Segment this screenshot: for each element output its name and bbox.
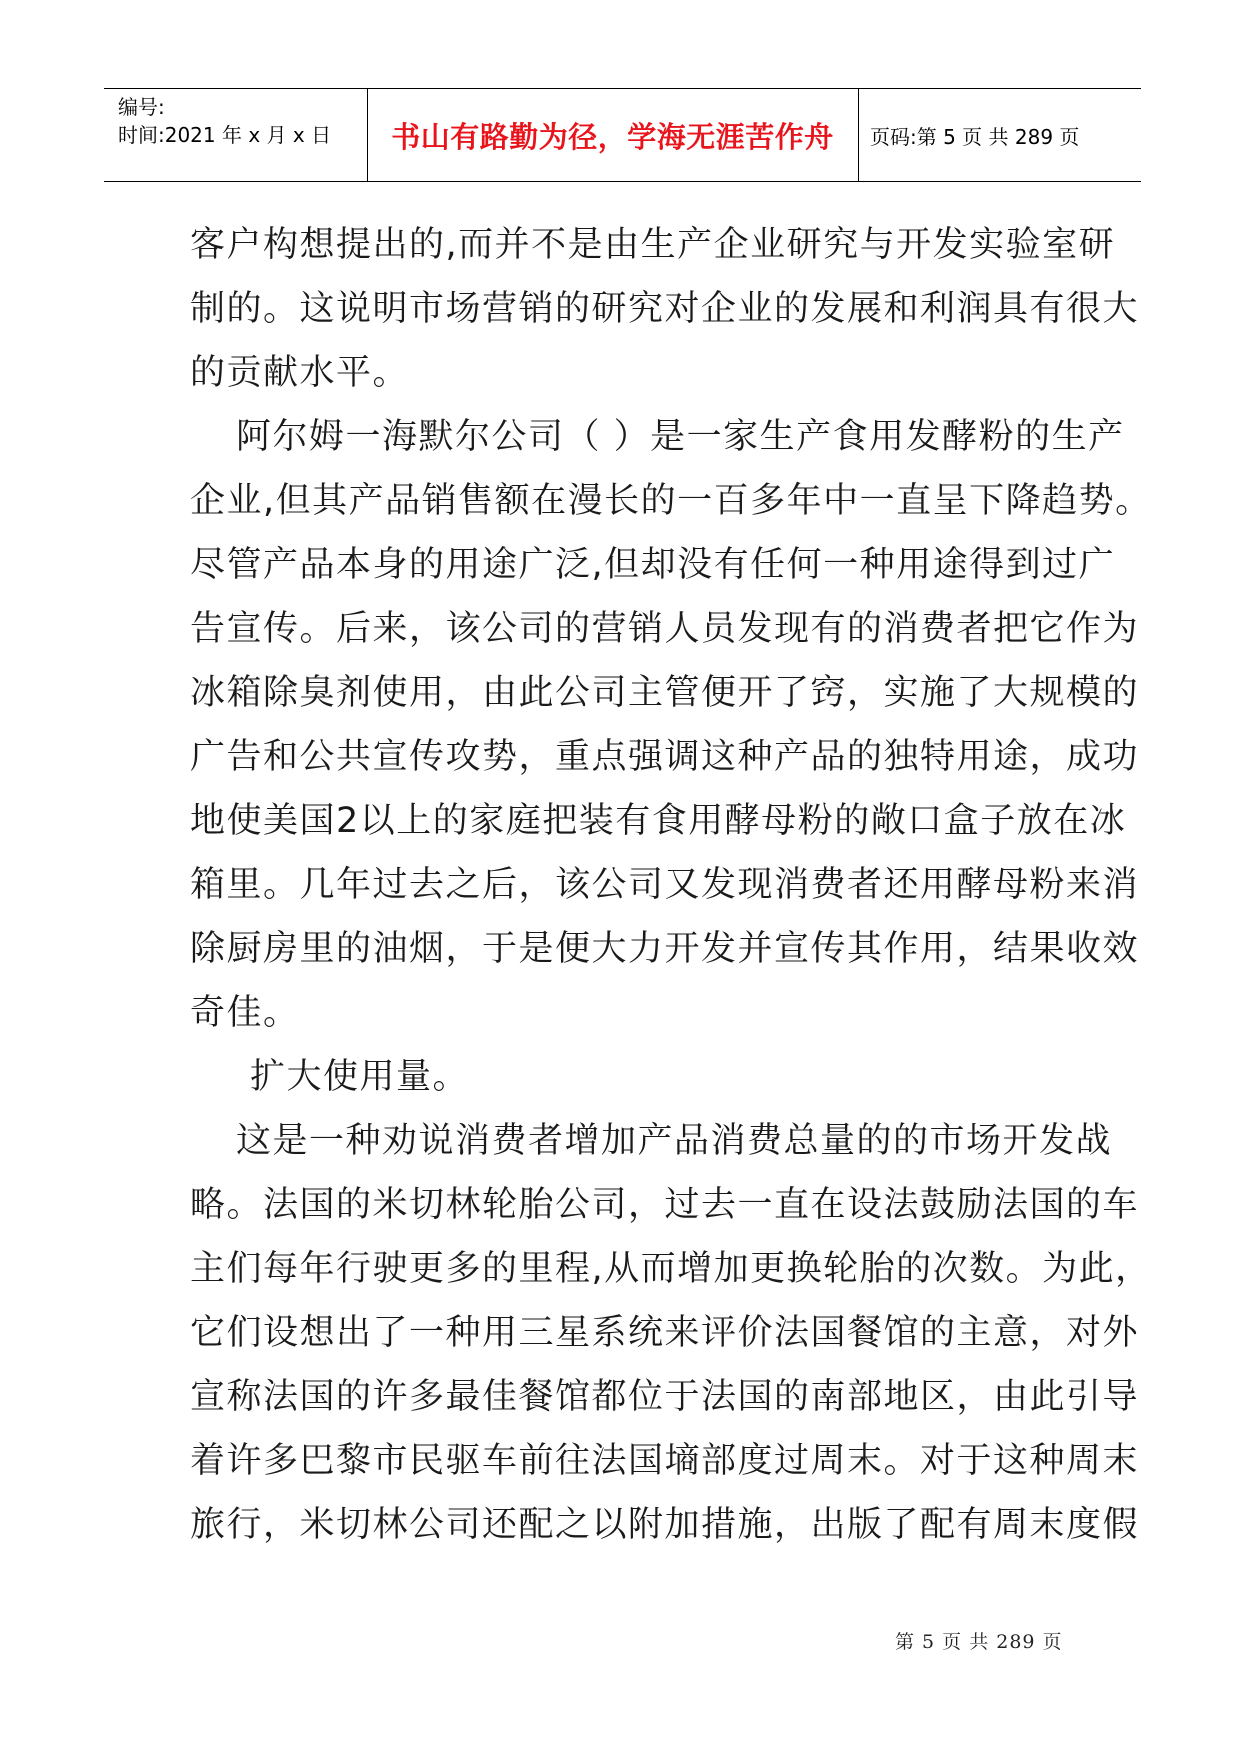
page-footer-number: 第 5 页 共 289 页 [895, 1631, 1063, 1653]
text-line: 阿尔姆一海默尔公司（ ）是一家生产食用发酵粉的生产 [236, 417, 1125, 457]
text-line: 地使美国2以上的家庭把装有食用酵母粉的敞口盒子放在冰 [190, 801, 1127, 841]
text-line: 尽管产品本身的用途广泛,但却没有任何一种用途得到过广 [190, 545, 1116, 585]
text-line: 主们每年行驶更多的里程,从而增加更换轮胎的次数。为此， [190, 1249, 1152, 1289]
text-line: 旅行，米切林公司还配之以附加措施，出版了配有周末度假 [190, 1505, 1140, 1545]
date-label: 时间:2021 年 x 月 x 日 [118, 123, 332, 147]
text-line: 除厨房里的油烟，于是便大力开发并宣传其作用，结果收效 [190, 929, 1140, 969]
page-header [104, 88, 1141, 182]
text-line: 广告和公共宣传攻势，重点强调这种产品的独特用途，成功 [190, 737, 1140, 777]
text-line: 客户构想提出的,而并不是由生产企业研究与开发实验室研 [190, 225, 1116, 265]
document-body [190, 213, 1152, 1557]
header-meta [118, 93, 331, 149]
text-line: 告宣传。后来，该公司的营销人员发现有的消费者把它作为 [190, 609, 1140, 649]
text-line: 宣称法国的许多最佳餐馆都位于法国的南部地区，由此引导 [190, 1377, 1140, 1417]
text-line: 略。法国的米切林轮胎公司，过去一直在设法鼓励法国的车 [190, 1185, 1140, 1225]
header-motto: 书山有路勤为径，学海无涯苦作舟 [391, 119, 834, 154]
text-line: 箱里。几年过去之后，该公司又发现消费者还用酵母粉来消 [190, 865, 1140, 905]
text-line: 企业,但其产品销售额在漫长的一百多年中一直呈下降趋势。 [190, 481, 1152, 521]
serial-number-label: 编号: [118, 95, 165, 119]
text-line: 这是一种劝说消费者增加产品消费总量的的市场开发战 [236, 1121, 1113, 1161]
text-line: 它们设想出了一种用三星系统来评价法国餐馆的主意，对外 [190, 1313, 1140, 1353]
header-divider [858, 89, 859, 181]
text-line: 的贡献水平。 [190, 353, 410, 393]
header-page-number: 页码:第 5 页 共 289 页 [870, 124, 1080, 149]
text-line: 奇佳。 [190, 993, 300, 1033]
text-line: 冰箱除臭剂使用，由此公司主管便开了窍，实施了大规模的 [190, 673, 1140, 713]
text-line: 制的。这说明市场营销的研究对企业的发展和利润具有很大 [190, 289, 1140, 329]
section-heading: 扩大使用量。 [250, 1057, 470, 1097]
text-line: 着许多巴黎市民驱车前往法国墒部度过周末。对于这种周末 [190, 1441, 1140, 1481]
